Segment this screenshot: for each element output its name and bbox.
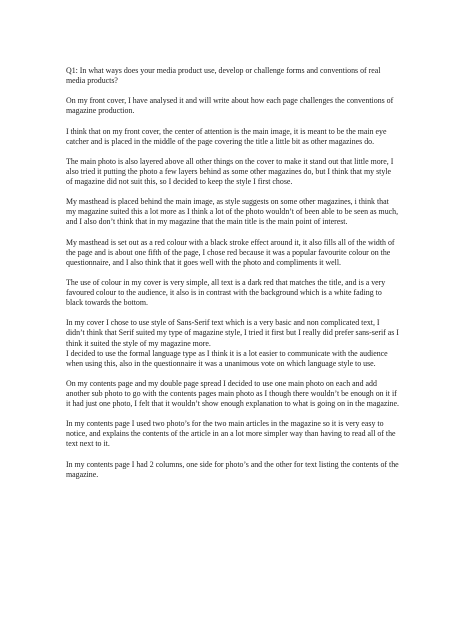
paragraph-contents-photos: On my contents page and my double page spread I decided to use one main photo on each and add another sub photo to go with the contents pages main photo as I though there wouldn’t be enough on it if it had just one photo, I felt that it wouldn’t show enough explanation to what is going on in the magazine. [66, 378, 399, 409]
paragraph-main-image: I think that on my front cover, the center of attention is the main image, it is meant to be the main eye catcher and is placed in the middle of the page covering the title a little bit as other magazines do. [66, 126, 387, 146]
paragraph-colour-use: The use of colour in my cover is very simple, all text is a dark red that matches the title, and is a very favoured colour to the audience, it also is in contrast with the background which is a white fading to black towards the bottom. [66, 277, 386, 308]
paragraph-photo-layering: The main photo is also layered above all other things on the cover to make it stand out that little more, I also tried it putting the photo a few layers behind as some other magazines do, but I think that my style of magazine did not suit this, so I decided to keep the style I first chose. [66, 156, 394, 187]
paragraph-language-type: I decided to use the formal language type as I think it is a lot easier to communicate with the audience when using this, also in the questionnaire it was a unanimous vote on which language style to use. [66, 348, 388, 368]
paragraph-contents-columns: In my contents page I had 2 columns, one side for photo’s and the other for text listing the contents of the magazine. [66, 459, 399, 479]
paragraph-font-style: In my cover I chose to use style of Sans-Serif text which is a very basic and non complicated text, I didn’t think that Serif suited my type of magazine style, I tried it first but I really did prefer sans-serif as I think it suited the style of my magazine more. [66, 318, 399, 348]
paragraph-contents-articles: In my contents page I used two photo’s for the two main articles in the magazine so it is very easy to notice, and explains the contents of the article in an a lot more simpler way than having to read all of the text next to it. [66, 419, 396, 449]
paragraph-masthead-placement: My masthead is placed behind the main image, as style suggests on some other magazines, i think that my magazine suited this a lot more as I think a lot of the photo wouldn’t of been able to be seen as much, and I also don’t think that in my magazine that the main title is the main point of interest. [66, 197, 399, 227]
document-page [66, 66, 399, 490]
question-heading: Q1: In what ways does your media product use, develop or challenge forms and conventions of real media products? [66, 66, 381, 86]
paragraph-front-cover-intro: On my front cover, I have analysed it and will write about how each page challenges the conventions of magazine production. [66, 96, 394, 116]
paragraph-masthead-colour: My masthead is set out as a red colour with a black stroke effect around it, it also fills all of the width of the page and is about one fifth of the page, I chose red because it was a popular favourite colour on the questionnaire, and I also think that it goes well with the photo and compliments it well. [66, 237, 395, 267]
